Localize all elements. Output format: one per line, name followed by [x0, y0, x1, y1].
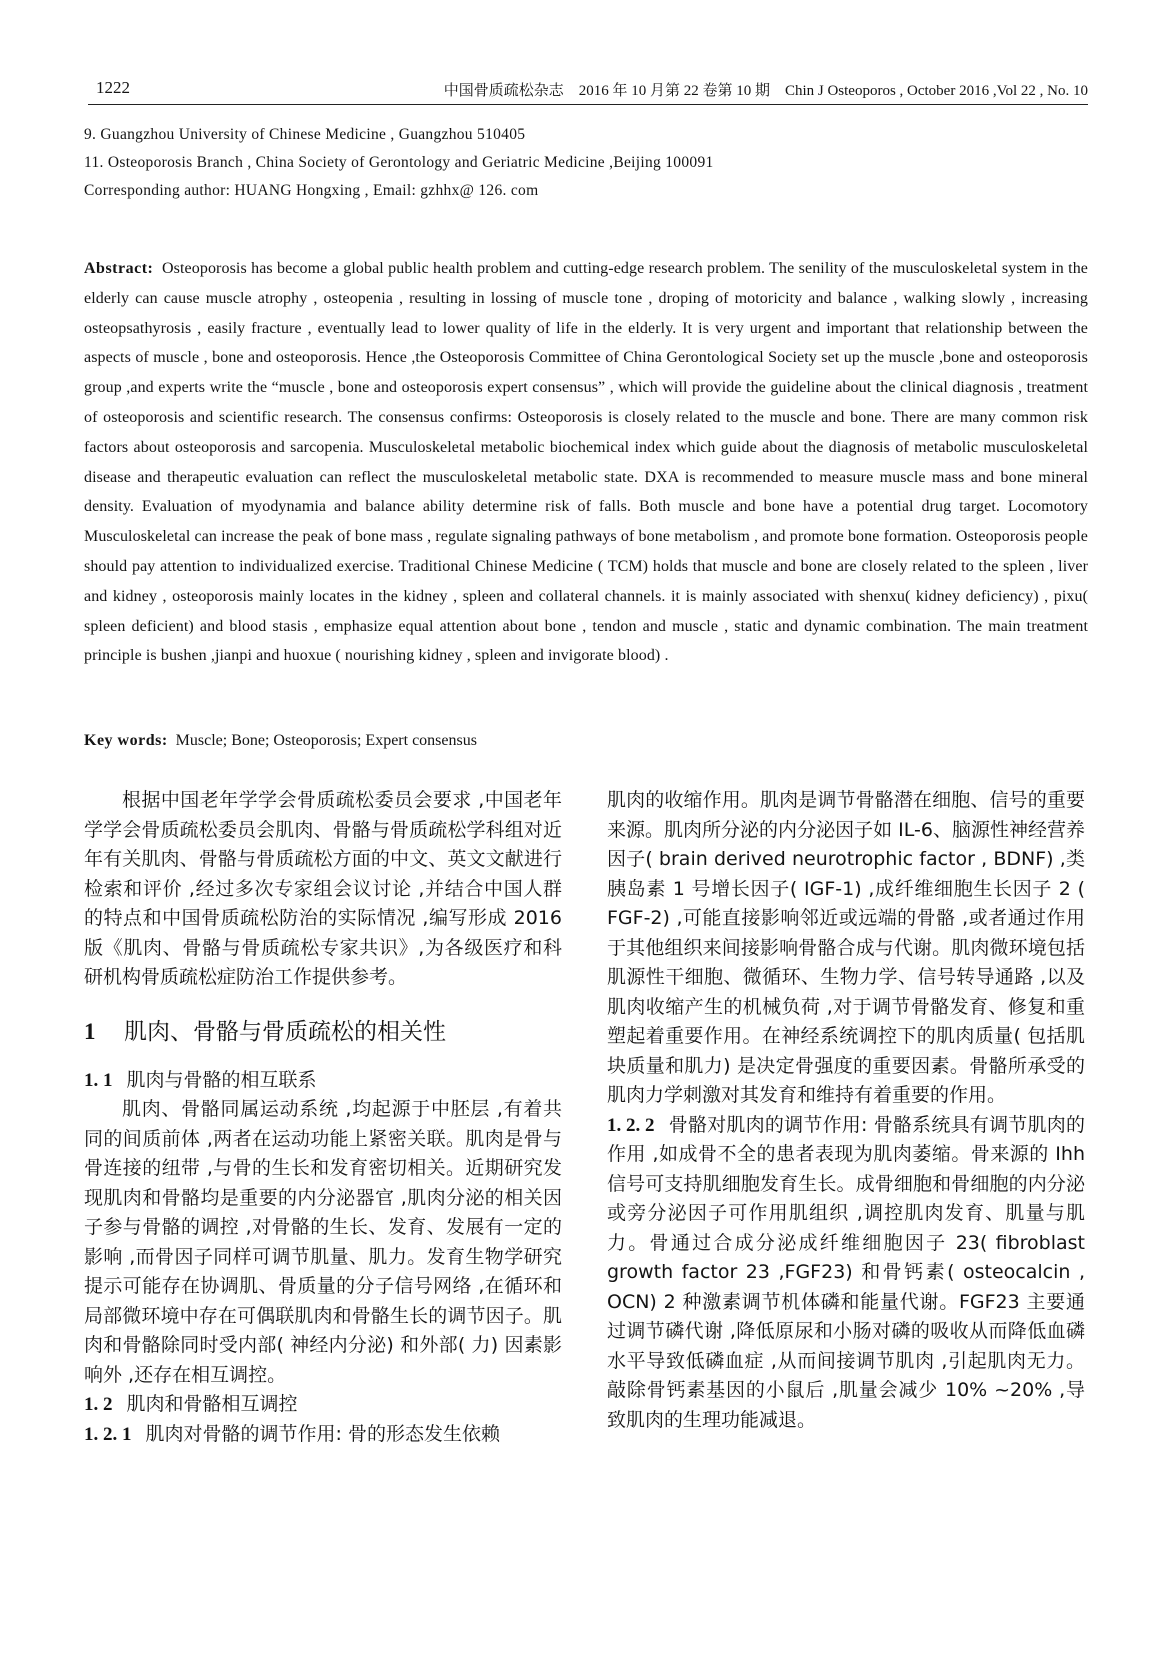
body-column-right — [607, 786, 1085, 1435]
subsubsection-text: 肌肉对骨骼的调节作用: 骨的形态发生依赖 — [145, 1422, 500, 1445]
subsection-heading — [84, 1390, 562, 1420]
subsection-number: 1. 1 — [84, 1069, 113, 1091]
corresponding-author: Corresponding author: HUANG Hongxing , Email: gzhhx@ 126. com — [84, 182, 539, 199]
intro-paragraph: 根据中国老年学学会骨质疏松委员会要求 ,中国老年学学会骨质疏松委员会肌肉、骨骼与骨质疏松学科组对近年有关肌肉、骨骼与骨质疏松方面的中文、英文文献进行检索和评价 ,经过多次专家组会议讨论 ,并结合中国人群的特点和中国骨质疏松防治的实际情况 ,编写形成 2016 版《肌肉、骨骼与骨质疏松专家共识》,为各级医疗和科研机构骨质疏松症防治工作提供参考。 — [84, 789, 562, 988]
subsection-heading — [84, 1066, 562, 1096]
keywords-label: Key words: — [84, 732, 168, 749]
subsubsection-number: 1. 2. 1 — [84, 1423, 132, 1445]
section-title: 肌肉、骨骼与骨质疏松的相关性 — [124, 1018, 446, 1045]
affiliation-line: 11. Osteoporosis Branch , China Society of Gerontology and Geriatric Medicine ,Beijing 100091 — [84, 154, 714, 171]
subsubsection-text: 骨骼对肌肉的调节作用: 骨骼系统具有调节肌肉的作用 ,如成骨不全的患者表现为肌肉萎缩。骨来源的 Ihh 信号可支持肌细胞发育生长。成骨细胞和骨细胞的内分泌或旁分泌因子可作用肌组织 ,调控肌肉发育、肌量与肌力。骨通过合成分泌成纤维细胞因子 23( fibroblast growth factor 23 ,FGF23) 和骨钙素( osteocalcin , OCN) 2 种激素调节机体磷和能量代谢。FGF23 主要通过调节磷代谢 ,降低原尿和小肠对磷的吸收从而降低血磷水平导致低磷血症 ,从而间接调节肌肉 ,引起肌肉无力。敲除骨钙素基因的小鼠后 ,肌量会减少 10% ~20% ,导致肌肉的生理功能减退。 — [607, 1113, 1085, 1431]
affiliation-line: 9. Guangzhou University of Chinese Medicine , Guangzhou 510405 — [84, 126, 526, 143]
abstract-text: Osteoporosis has become a global public health problem and cutting-edge research problem. The senility of the musculoskeletal system in the elderly can cause muscle atrophy , osteopenia , resulting in lossing of muscle tone , droping of motoricity and balance , walking slowly , increasing osteopsathyrosis , easily fracture , eventually lead to lower quality of life in the elderly. It is very urgent and important that relationship between the aspects of muscle , bone and osteoporosis. Hence ,the Osteoporosis Committee of China Gerontological Society set up the muscle ,bone and osteoporosis group ,and experts write the “muscle , bone and osteoporosis expert consensus” , which will provide the guideline about the clinical diagnosis , treatment of osteoporosis and scientific research. The consensus confirms: Osteoporosis is closely related to the muscle and bone. There are many common risk factors about osteoporosis and sarcopenia. Musculoskeletal metabolic biochemical index which guide about the diagnosis of metabolic musculoskeletal disease and therapeutic evaluation can reflect the musculoskeletal metabolic state. DXA is recommended to measure muscle mass and bone mineral density. Evaluation of myodynamia and balance ability determine risk of falls. Both muscle and bone have a potential drug target. Locomotory Musculoskeletal can increase the peak of bone mass , regulate signaling pathways of bone metabolism , and promote bone formation. Osteoporosis people should pay attention to individualized exercise. Traditional Chinese Medicine ( TCM) holds that muscle and bone are closely related to the spleen , liver and kidney , osteoporosis mainly locates in the kidney , spleen and collateral channels. it is mainly associated with shenxu( kidney deficiency) , pixu( spleen deficient) and blood stasis , emphasize equal attention about bone , tendon and muscle , static and dynamic combination. The main treatment principle is bushen ,jianpi and huoxue ( nourishing kidney , spleen and invigorate blood) . — [84, 260, 1088, 665]
subsubsection-paragraph — [607, 1111, 1085, 1436]
running-header: 中国骨质疏松杂志 2016 年 10 月第 22 卷第 10 期 Chin J Osteoporos , October 2016 ,Vol 22 , No. 10 — [443, 83, 1088, 99]
keywords — [84, 732, 477, 750]
subsubsection-start — [84, 1420, 562, 1450]
subsection-number: 1. 2 — [84, 1394, 113, 1415]
abstract-label: Abstract: — [84, 260, 154, 277]
section-heading — [84, 1013, 562, 1046]
subsection-title: 肌肉与骨骼的相互联系 — [126, 1068, 317, 1091]
subsubsection-number: 1. 2. 2 — [607, 1114, 655, 1136]
section-number: 1 — [84, 1018, 96, 1044]
page-number: 1222 — [96, 78, 130, 97]
header-rule — [88, 104, 1088, 105]
keywords-text: Muscle; Bone; Osteoporosis; Expert consensus — [175, 732, 477, 749]
body-column-left — [84, 786, 562, 1449]
abstract — [84, 254, 1088, 671]
subsection-title: 肌肉和骨骼相互调控 — [126, 1393, 298, 1415]
body-paragraph-continued: 肌肉的收缩作用。肌肉是调节骨骼潜在细胞、信号的重要来源。肌肉所分泌的内分泌因子如 IL-6、脑源性神经营养因子( brain derived neurotrophic factor , BDNF) ,类胰岛素 1 号增长因子( IGF-1) ,成纤维细胞生长因子 2 ( FGF-2) ,可能直接影响邻近或远端的骨骼 ,或者通过作用于其他组织来间接影响骨骼合成与代谢。肌肉微环境包括肌源性干细胞、微循环、生物力学、信号转导通路 ,以及肌肉收缩产生的机械负荷 ,对于调节骨骼发育、修复和重塑起着重要作用。在神经系统调控下的肌肉质量( 包括肌块质量和肌力) 是决定骨强度的重要因素。骨骼所承受的肌肉力学刺激对其发育和维持有着重要的作用。 — [607, 789, 1085, 1106]
body-paragraph: 肌肉、骨骼同属运动系统 ,均起源于中胚层 ,有着共同的间质前体 ,两者在运动功能上紧密关联。肌肉是骨与骨连接的纽带 ,与骨的生长和发育密切相关。近期研究发现肌肉和骨骼均是重要的内分泌器官 ,肌肉分泌的相关因子参与骨骼的调控 ,对骨骼的生长、发育、发展有一定的影响 ,而骨因子同样可调节肌量、肌力。发育生物学研究提示可能存在协调肌、骨质量的分子信号网络 ,在循环和局部微环境中存在可偶联肌肉和骨骼生长的调节因子。肌肉和骨骼除同时受内部( 神经内分泌) 和外部( 力) 因素影响外 ,还存在相互调控。 — [84, 1098, 562, 1386]
